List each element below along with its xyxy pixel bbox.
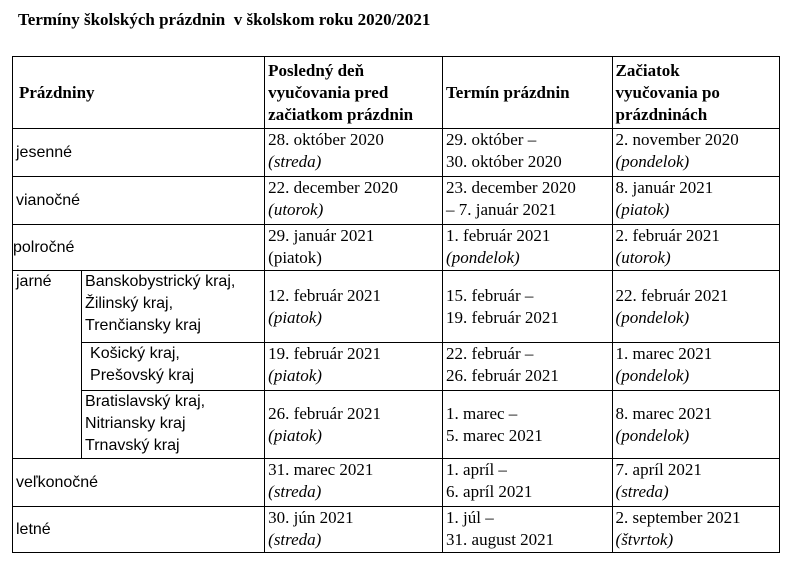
term-line: 22. február –	[446, 344, 534, 363]
header-start-line: vyučovania po	[615, 82, 720, 102]
start-weekday: (utorok)	[615, 248, 671, 267]
last-day-cell	[265, 129, 443, 177]
header-start	[612, 57, 779, 129]
last-day-cell	[265, 343, 443, 391]
header-start-line: prázdninách	[615, 104, 708, 124]
table-row	[13, 507, 780, 553]
term-line: 19. február 2021	[446, 307, 559, 327]
term-cell	[443, 391, 613, 459]
region-line: Žilinský kraj,	[85, 295, 174, 312]
term-line: 31. august 2021	[446, 530, 555, 549]
region-line: Nitriansky kraj	[85, 415, 186, 432]
term-line: 6. apríl 2021	[446, 482, 533, 501]
term-line: 1. apríl –	[446, 460, 507, 479]
table-row	[13, 225, 780, 271]
region-cell	[82, 271, 265, 343]
term-line: 23. december 2020	[446, 178, 576, 197]
last-day-cell	[265, 391, 443, 459]
table-row	[13, 129, 780, 177]
start-date: 8. január 2021	[615, 178, 714, 197]
start-weekday: (piatok)	[615, 200, 670, 219]
start-date: 8. marec 2021	[615, 403, 713, 423]
term-line: (pondelok)	[446, 248, 520, 267]
table-row	[13, 177, 780, 225]
header-last-day-line: Posledný deň	[268, 60, 365, 80]
header-last-day-line: vyučovania pred	[268, 82, 389, 102]
start-date: 2. február 2021	[615, 226, 720, 245]
holiday-name: polročné	[13, 225, 265, 271]
start-date: 7. apríl 2021	[615, 460, 702, 479]
start-date: 2. september 2021	[615, 508, 741, 527]
last-day-weekday: (piatok)	[268, 425, 322, 445]
start-cell	[612, 177, 779, 225]
start-date: 22. február 2021	[615, 285, 729, 305]
holiday-name: jesenné	[13, 129, 265, 177]
term-cell	[443, 507, 613, 553]
region-cell	[82, 343, 265, 391]
last-day-weekday: (utorok)	[268, 200, 324, 219]
holiday-name: letné	[13, 507, 265, 553]
region-line: Bratislavský kraj,	[85, 393, 206, 410]
last-day-weekday: (streda)	[268, 530, 322, 549]
term-cell	[443, 343, 613, 391]
term-line: 5. marec 2021	[446, 425, 543, 445]
start-cell	[612, 271, 779, 343]
table-header-row	[13, 57, 780, 129]
term-line: 1. júl –	[446, 508, 494, 527]
header-holiday: Prázdniny	[13, 57, 265, 129]
holiday-name: veľkonočné	[13, 459, 265, 507]
last-day-cell	[265, 271, 443, 343]
term-line: 15. február –	[446, 285, 534, 305]
last-day-date: 29. január 2021	[268, 226, 375, 245]
page-title: Termíny školských prázdnin v školskom roku 2020/2021	[18, 10, 431, 29]
start-cell	[612, 507, 779, 553]
last-day-cell	[265, 459, 443, 507]
term-line: – 7. január 2021	[446, 200, 557, 219]
term-cell	[443, 129, 613, 177]
start-date: 2. november 2020	[615, 130, 739, 149]
start-weekday: (pondelok)	[615, 366, 690, 385]
term-cell	[443, 177, 613, 225]
last-day-cell	[265, 177, 443, 225]
start-cell	[612, 459, 779, 507]
start-date: 1. marec 2021	[615, 344, 713, 363]
term-cell	[443, 271, 613, 343]
table-row	[13, 343, 780, 391]
table-row	[13, 459, 780, 507]
table-row	[13, 391, 780, 459]
last-day-weekday: (piatok)	[268, 366, 322, 385]
holiday-name: vianočné	[13, 177, 265, 225]
term-line: 30. október 2020	[446, 152, 562, 171]
term-cell	[443, 459, 613, 507]
holiday-table	[12, 56, 780, 553]
last-day-weekday: (streda)	[268, 482, 322, 501]
table-row	[13, 271, 780, 343]
term-line: 1. február 2021	[446, 226, 551, 245]
holiday-name: jarné	[13, 271, 82, 459]
header-last-day-line: začiatkom prázdnin	[268, 104, 414, 124]
region-cell	[82, 391, 265, 459]
start-weekday: (pondelok)	[615, 152, 690, 171]
start-weekday: (štvrtok)	[615, 530, 674, 549]
last-day-date: 31. marec 2021	[268, 460, 374, 479]
term-line: 26. február 2021	[446, 366, 559, 385]
last-day-cell	[265, 507, 443, 553]
header-start-line: Začiatok	[615, 60, 680, 80]
start-weekday: (pondelok)	[615, 307, 690, 327]
last-day-date: 28. október 2020	[268, 130, 384, 149]
term-cell	[443, 225, 613, 271]
start-cell	[612, 129, 779, 177]
region-line: Prešovský kraj	[90, 367, 195, 384]
header-term: Termín prázdnin	[443, 57, 613, 129]
last-day-date: 30. jún 2021	[268, 508, 354, 527]
term-line: 29. október –	[446, 130, 537, 149]
term-line: 1. marec –	[446, 403, 518, 423]
last-day-date: 19. február 2021	[268, 344, 381, 363]
start-cell	[612, 343, 779, 391]
start-cell	[612, 391, 779, 459]
last-day-weekday: (streda)	[268, 152, 322, 171]
region-line: Košický kraj,	[90, 345, 180, 362]
region-line: Banskobystrický kraj,	[85, 273, 236, 290]
start-weekday: (pondelok)	[615, 425, 690, 445]
last-day-date: 12. február 2021	[268, 285, 381, 305]
start-weekday: (streda)	[615, 482, 669, 501]
last-day-cell	[265, 225, 443, 271]
region-line: Trenčiansky kraj	[85, 317, 201, 334]
last-day-weekday: (piatok)	[268, 307, 322, 327]
last-day-date: 26. február 2021	[268, 403, 381, 423]
region-line: Trnavský kraj	[85, 437, 180, 454]
start-cell	[612, 225, 779, 271]
last-day-weekday: (piatok)	[268, 248, 322, 267]
header-last-day	[265, 57, 443, 129]
last-day-date: 22. december 2020	[268, 178, 398, 197]
